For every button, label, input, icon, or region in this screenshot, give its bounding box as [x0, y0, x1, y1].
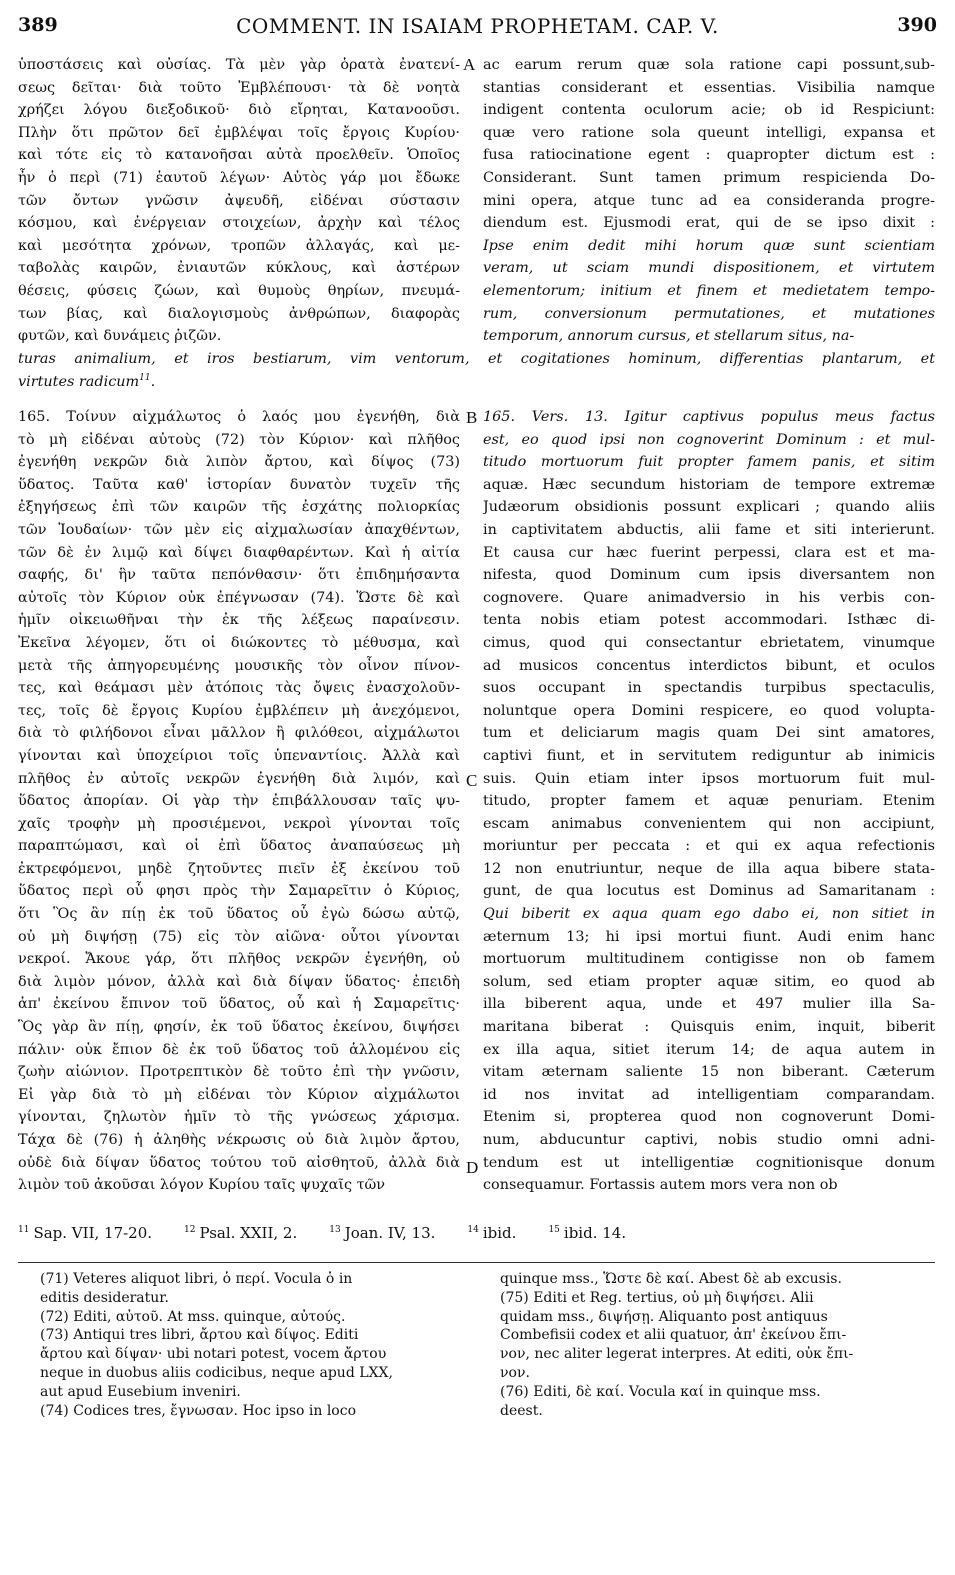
- greek-column-main: [18, 406, 460, 1197]
- latin-text-line: in captivitatem abductis, alii fame et siti interierunt.: [483, 521, 935, 538]
- greek-text-line: τες, τοῖς δὲ ἔργοις Κυρίου ἐμβλέπειν μὴ ἀνεχόμενοι,: [18, 702, 460, 719]
- greek-text-line: διὰ λιμὸν μόνον, ἀλλὰ καὶ διὰ δίψαν ὕδατος· ἐπειδὴ: [18, 973, 460, 990]
- latin-text-line: mortuorum multitudinem contigisse non ob famem: [483, 951, 935, 968]
- latin-text-line: mini opera, atque tunc ad ea consideranda progre-: [483, 192, 935, 209]
- latin-text-line: solum, sed etiam propter aquæ sitim, eo quod ab: [483, 973, 935, 990]
- greek-text-line: τὸ μὴ εἰδέναι αὐτοὺς (72) τὸν Κύριον· καὶ πλῆθος: [18, 431, 460, 448]
- greek-text-line: ἦν ὁ περὶ (71) ἑαυτοῦ λέγων· Αὐτὸς γάρ μοι ἔδωκε: [18, 169, 460, 186]
- latin-text-line: fusa ratiocinatione egent : quapropter dictum est :: [483, 147, 935, 164]
- greek-text-line: 165. Τοίνυν αἰχμάλωτος ὁ λαός μου ἐγενήθη, διὰ: [18, 409, 460, 425]
- latin-text-line: 12 non enutriuntur, neque de illa aqua bibere stata-: [483, 860, 935, 877]
- latin-text-line: stantias considerant et essentias. Visibilia namque: [483, 79, 935, 96]
- footnote-text: Sap. VII, 17-20.: [33, 1224, 153, 1242]
- spanning-line-text: virtutes radicum: [18, 373, 140, 390]
- greek-text-line: Ἐκεῖνα λέγομεν, ὅτι οἱ διώκοντες τὸ μέθυσμα, καὶ: [18, 634, 460, 651]
- greek-text-line: τῶν Ἰουδαίων· τῶν μὲν εἰς αἰχμαλωσίαν ἀπαχθέντων,: [18, 521, 460, 538]
- latin-text-line: illa biberent aqua, unde et 497 mulier illa Sa-: [483, 996, 935, 1013]
- footnote-entry: [467, 1224, 532, 1242]
- latin-text-line: consequamur. Fortassis autem mors vera non ob: [483, 1177, 838, 1194]
- greek-text-line: γίνονται, ζηλωτὸν ἡμῖν τὸ τῆς γνώσεως χάρισμα.: [18, 1109, 460, 1126]
- greek-text-line: γίνονται καὶ ὑποχείριοι τοῖς ὑπεναντίοις. Ἀλλὰ καὶ: [18, 747, 460, 764]
- latin-text-line: captivi fiunt, et in servitutem rediguntur ab inimicis: [483, 747, 935, 764]
- latin-text-line: suos occupant in spectandis turpibus spectaculis,: [483, 680, 935, 697]
- latin-text-line: diendum est. Ejusmodi erat, qui de se ipso dixit :: [483, 215, 935, 232]
- greek-text-line: λιμὸν τοῦ ἀκοῦσαι λόγον Κυρίου ταῖς ψυχαῖς τῶν: [18, 1177, 386, 1194]
- latin-text-line: tenta nobis etiam potest accommodari. Isthæc di-: [483, 612, 935, 629]
- greek-text-line: αὐτοῖς τὸν Κύριον οὐκ ἐπέγνωσαν (74). Ὥστε δὲ καὶ: [18, 589, 460, 606]
- greek-text-line: των βίας, καὶ διαλογισμοὺς ἀνθρώπων, διαφορὰς: [18, 305, 460, 322]
- greek-text-line: Τάχα δὲ (76) ἡ ἀληθὴς νέκρωσις οὐ διὰ λιμὸν ἄρτου,: [18, 1132, 460, 1148]
- latin-text-line: vitam æternam saliente 15 non biberant. Cæterum: [483, 1064, 935, 1081]
- greek-text-line: οὐ μὴ διψήσῃ (75) εἰς τὸν αἰῶνα· οὗτοι γίνονται: [18, 928, 460, 945]
- greek-text-line: νεκροί. Ἄκουε γάρ, ὅτι πλῆθος νεκρῶν ἐγενήθη, οὐ: [18, 951, 460, 968]
- critical-note-line: (75) Editi et Reg. tertius, οὐ μὴ διψήσει. Alii: [500, 1289, 814, 1306]
- footnote-number: 13: [329, 1225, 341, 1235]
- greek-text-line: μετὰ τῆς ἀπηγορευμένης μουσικῆς τὸν οἶνον πίνον-: [18, 657, 460, 674]
- greek-text-line: τες, καὶ θεάμασι μὲν ἀτόποις τὰς ὄψεις ἐνασχολοῦν-: [18, 680, 460, 697]
- latin-text-line: gunt, de qua locutus est Dominus ad Samaritanam :: [483, 883, 935, 900]
- critical-note-line: deest.: [500, 1402, 543, 1419]
- greek-text-line: ὑποστάσεις καὶ οὐσίας. Τὰ μὲν γὰρ ὁρατὰ ἐνατενί-: [18, 57, 460, 73]
- greek-text-line: χρήζει λόγου διεξοδικοῦ· διὸ εἴρηται, Κατανοοῦσι.: [18, 102, 460, 119]
- greek-text-line: ὕδατος περὶ οὗ φησι πρὸς τὴν Σαμαρεῖτιν ὁ Κύριος,: [18, 883, 460, 900]
- latin-column-main: [483, 406, 935, 1197]
- latin-text-line: ac earum rerum quæ sola ratione capi possunt,sub-: [483, 57, 935, 73]
- footnote-number: 11: [18, 1225, 30, 1235]
- greek-text-line: Πλὴν ὅτι πρῶτον δεῖ ἐμβλέψαι τοῖς ἔργοις Κυρίου·: [18, 124, 460, 141]
- footnote-text: ibid.: [482, 1224, 517, 1242]
- latin-text-line: tendum est ut intelligentiæ cognitionisque donum: [483, 1154, 935, 1171]
- greek-text-line: πλῆθος ἐν αὐτοῖς νεκρῶν ἐγενήθη διὰ λιμόν, καὶ: [18, 770, 460, 787]
- critical-note-line: (76) Editi, δὲ καί. Vocula καί in quinque mss.: [500, 1383, 821, 1400]
- footnote-number: 12: [184, 1225, 196, 1235]
- notes-divider: [18, 1262, 935, 1263]
- greek-text-line: ἐκτρεφόμενοι, μηδὲ ζητοῦντες πιεῖν ἐξ ἐκείνου τοῦ: [18, 860, 460, 877]
- greek-text-line: τῶν ὄντων γνῶσιν ἀψευδῆ, εἰδέναι σύστασιν: [18, 192, 460, 209]
- greek-text-line: σαφής, δι' ἣν ταῦτα πεπόνθασιν· ὅτι ἐπιδημήσαντα: [18, 567, 460, 584]
- latin-text-line: æternum 13; hi ipsi mortui fiunt. Audi enim hanc: [483, 928, 935, 945]
- greek-text-line: φυτῶν, καὶ δυνάμεις ῥιζῶν.: [18, 328, 222, 345]
- critical-note-line: ἄρτου καὶ δίψαν· ubi notari potest, vocem ἄρτου: [40, 1346, 387, 1363]
- greek-text-line: ὅτι Ὃς ἂν πίῃ ἐκ τοῦ ὕδατος οὗ ἐγὼ δώσω αὐτῷ,: [18, 906, 460, 923]
- greek-text-line: ἀπ' ἐκείνου ἔπινον τοῦ ὕδατος, οὗ καὶ ἡ Σαμαρεῖτις·: [18, 996, 460, 1013]
- latin-column-top: [483, 54, 935, 348]
- running-title: COMMENT. IN ISAIAM PROPHETAM. CAP. V.: [236, 14, 719, 38]
- spanning-line: turas animalium, et iros bestiarum, vim ventorum, et cogitationes hominum, differentias plantarum, et: [18, 351, 935, 367]
- greek-text-line: οὐδὲ διὰ δίψαν ὕδατος τούτου τοῦ αἰσθητοῦ, ἀλλὰ διὰ: [18, 1154, 460, 1171]
- critical-note-line: neque in duobus aliis codicibus, neque apud LXX,: [40, 1364, 393, 1381]
- latin-text-line: moriuntur per peccata : et qui ex aqua refectionis: [483, 838, 935, 855]
- latin-text-line: quæ vero ratione sola queunt intelligi, expansa et: [483, 124, 935, 141]
- latin-text-line: Et causa cur hæc fuerint perpessi, clara est et ma-: [483, 544, 935, 561]
- latin-text-line: rum, conversionum permutationes, et mutationes: [483, 305, 935, 322]
- section-marker-d: D: [466, 1158, 479, 1177]
- critical-notes-right: [500, 1270, 935, 1420]
- latin-text-line: Judæorum obsidionis possunt explicari ; quando aliis: [483, 499, 935, 516]
- critical-note-line: (74) Codices tres, ἔγνωσαν. Hoc ipso in loco: [40, 1402, 356, 1419]
- latin-text-line: tum et deliciarum magis quam Dei sint amatores,: [483, 725, 935, 742]
- greek-text-line: ἡμῖν οἰκειωθῆναι τὴν ἐκ τῆς λέξεως παραίνεσιν.: [18, 612, 460, 629]
- latin-text-line: noluntque opera Domini respicere, eo quod volupta-: [483, 702, 935, 719]
- greek-text-line: ἐξηγήσεως ἐπὶ τῶν καιρῶν τῆς ἐσχάτης πολιορκίας: [18, 499, 460, 516]
- latin-text-line: Etenim si, propterea quod non cognoverunt Domi-: [483, 1109, 935, 1126]
- section-marker-c: C: [466, 771, 478, 790]
- greek-text-line: καὶ τότε εἰς τὸ κατανοῆσαι αὐτὰ προελθεῖν. Ὁποῖος: [18, 147, 460, 164]
- greek-text-line: ὕδατος ἀπορίαν. Οἱ γὰρ τὴν ἐπιβάλλουσαν ταῖς ψυ-: [18, 793, 460, 810]
- page-header: [18, 14, 937, 44]
- latin-text-line: escam animabus convenientem qui non accipiunt,: [483, 815, 935, 832]
- greek-text-line: τῶν δὲ ἐν λιμῷ καὶ δίψει διαφθαρέντων. Καὶ ἡ αἰτία: [18, 544, 460, 561]
- critical-note-line: quinque mss., Ὥστε δὲ καί. Abest δὲ ab excusis.: [500, 1271, 842, 1287]
- latin-text-line: Ipse enim dedit mihi horum quæ sunt scientiam: [483, 237, 935, 254]
- greek-text-line: θέσεις, φύσεις ζώων, καὶ θυμοὺς θηρίων, πνευμά-: [18, 282, 460, 299]
- footnote-entry: [329, 1224, 451, 1242]
- footnote-ref: 11: [139, 372, 151, 383]
- latin-text-line: Considerant. Sunt tamen primum respicienda Do-: [483, 169, 935, 186]
- greek-text-line: καὶ μεσότητα χρόνων, τροπῶν ἀλλαγάς, καὶ με-: [18, 237, 460, 254]
- latin-text-line: maritana biberat : Quisquis enim, inquit, biberit: [483, 1019, 935, 1036]
- greek-text-line: Εἰ γὰρ διὰ τὸ μὴ εἰδέναι τὸν Κύριον αἰχμάλωτοι: [18, 1086, 460, 1103]
- latin-text-line: ad musicos concentus interdictos bibunt, et oculos: [483, 657, 935, 674]
- latin-text-line: cognovere. Quare animadversio in his verbis con-: [483, 589, 935, 606]
- critical-note-line: quidam mss., διψήσῃ. Aliquanto post antiquus: [500, 1308, 828, 1325]
- latin-text-line: ex illa aqua, sitiet iterum 14; de aqua autem in: [483, 1041, 935, 1058]
- greek-text-line: ταβολὰς καιρῶν, ἐνιαυτῶν κύκλους, καὶ ἀστέρων: [18, 260, 460, 277]
- latin-text-line: est, eo quod ipsi non cognoverint Dominum : et mul-: [483, 431, 935, 448]
- latin-text-line: suis. Quin etiam inter ipsos mortuorum fuit mul-: [483, 770, 935, 787]
- latin-text-line: nifesta, quod Dominum cum ipsis diversantem non: [483, 567, 935, 584]
- page-number-right: 390: [897, 14, 937, 36]
- latin-text-line: aquæ. Hæc secundum historiam de tempore extremæ: [483, 476, 935, 493]
- section-marker-a: A: [463, 55, 476, 74]
- greek-text-line: ζωὴν αἰώνιον. Προτρεπτικὸν δὲ τοῦτο ἐπὶ τὴν γνῶσιν,: [18, 1064, 460, 1081]
- greek-text-line: σεως δεῖται· διὰ τοῦτο Ἐμβλέπουσι· τὰ δὲ νοητὰ: [18, 79, 460, 96]
- critical-note-line: (73) Antiqui tres libri, ἄρτου καὶ δίψος. Editi: [40, 1327, 359, 1344]
- footnote-entry: [18, 1224, 168, 1242]
- footnote-number: 14: [467, 1225, 479, 1235]
- greek-text-line: κόσμου, καὶ ἐνέργειαν στοιχείων, ἀρχὴν καὶ τέλος: [18, 215, 460, 232]
- footnotes-line: [18, 1224, 935, 1242]
- latin-text-line: 165. Vers. 13. Igitur captivus populus meus factus: [483, 409, 935, 425]
- latin-text-line: temporum, annorum cursus, et stellarum situs, na-: [483, 328, 855, 345]
- greek-text-line: παραπτώμασι, καὶ οἱ ἐπὶ ὕδατος ἀναπαύσεως μὴ: [18, 838, 460, 855]
- critical-note-line: (72) Editi, αὐτοῦ. At mss. quinque, αὐτούς.: [40, 1308, 346, 1325]
- spanning-line-last: virtutes radicum$^{11}$.: [18, 372, 156, 390]
- latin-text-line: veram, ut sciam mundi dispositionem, et virtutem: [483, 260, 935, 277]
- footnote-entry: [184, 1224, 313, 1242]
- latin-text-line: num, abducuntur captivi, nobis studio omni adni-: [483, 1132, 935, 1148]
- critical-note-line: νον, nec aliter legerat interpres. At editi, οὐκ ἔπι-: [500, 1346, 854, 1363]
- critical-notes-left: [40, 1270, 472, 1420]
- critical-note-line: aut apud Eusebium inveniri.: [40, 1383, 241, 1400]
- greek-text-line: χαῖς τροφὴν μὴ προσιέμενοι, νεκροὶ γίνονται τοῖς: [18, 815, 460, 832]
- footnote-text: ibid. 14.: [563, 1224, 627, 1242]
- critical-note-line: νον.: [500, 1364, 530, 1381]
- latin-text-line: titudo mortuorum fuit propter famem panis, et sitim: [483, 454, 935, 471]
- page-number-left: 389: [18, 14, 58, 36]
- greek-text-line: ἐγενήθη νεκρῶν διὰ λιπὸν ἄρτου, καὶ δίψος (73): [18, 454, 460, 471]
- greek-text-line: ὕδατος. Ταῦτα καθ' ἱστορίαν δυνατὸν τυχεῖν τῆς: [18, 476, 460, 493]
- greek-column-top: [18, 54, 460, 348]
- greek-text-line: διὰ τὸ φιλήδονοι εἶναι μᾶλλον ἢ φιλόθεοι, αἰχμάλωτοι: [18, 725, 460, 742]
- critical-note-line: (71) Veteres aliquot libri, ὁ περί. Vocula ὁ in: [40, 1271, 353, 1287]
- footnote-number: 15: [548, 1225, 560, 1235]
- footnote-text: Joan. IV, 13.: [344, 1224, 436, 1242]
- latin-text-line: indigent contenta oculorum acie; ob id Respiciunt:: [483, 102, 935, 119]
- latin-text-line: id nos invitat ad intelligentiam comparandam.: [483, 1086, 935, 1103]
- latin-text-line: elementorum; initium et finem et medietatem tempo-: [483, 282, 935, 299]
- footnote-text: Psal. XXII, 2.: [199, 1224, 298, 1242]
- critical-note-line: editis desideratur.: [40, 1289, 169, 1306]
- latin-text-line: cimus, quod qui consectantur ebrietatem, vinumque: [483, 634, 935, 651]
- greek-text-line: Ὃς γὰρ ἂν πίῃ, φησίν, ἐκ τοῦ ὕδατος ἐκείνου, διψήσει: [18, 1019, 460, 1036]
- section-marker-b: B: [466, 408, 478, 427]
- latin-text-line: Qui biberit ex aqua quam ego dabo ei, non sitiet in: [483, 906, 935, 923]
- latin-text-line: titudo, propter famem et aquæ penuriam. Etenim: [483, 793, 935, 810]
- critical-note-line: Combefisii codex et alii quatuor, ἀπ' ἐκείνου ἔπι-: [500, 1327, 847, 1344]
- greek-text-line: πάλιν· οὐκ ἔπιον δὲ ἐκ τοῦ ὕδατος τοῦ ἁλλομένου εἰς: [18, 1041, 460, 1058]
- footnote-entry: [548, 1224, 642, 1242]
